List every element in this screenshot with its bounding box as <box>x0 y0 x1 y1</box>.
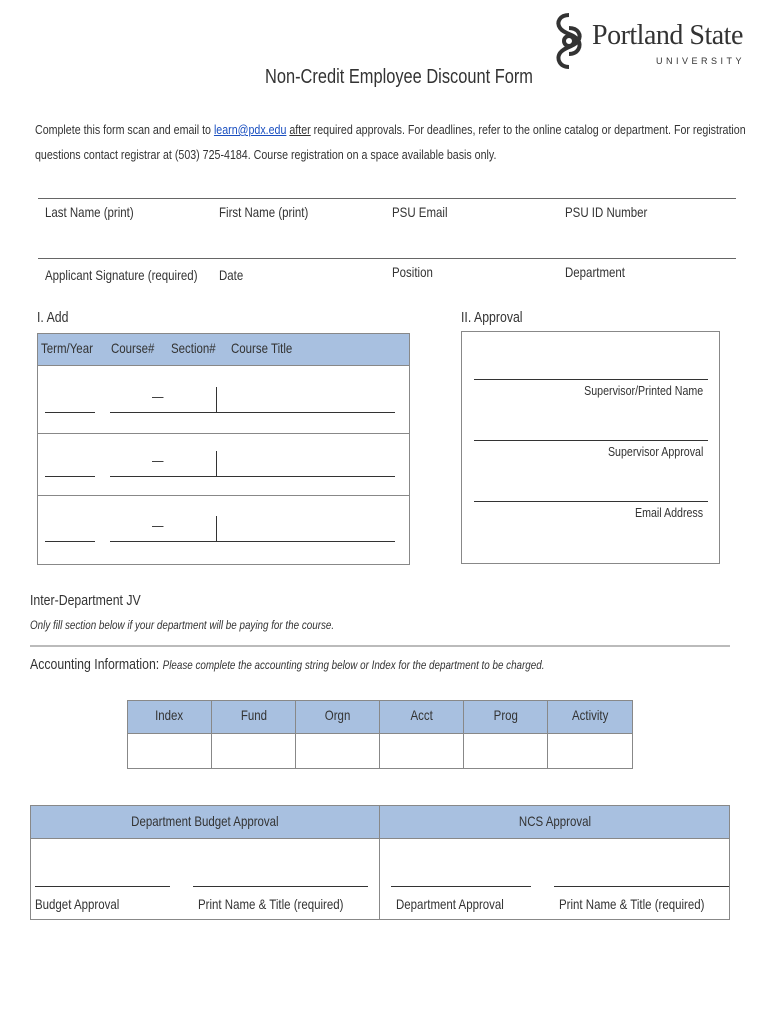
acct-col-activity: Activity <box>571 707 609 723</box>
position-label: Position <box>392 264 433 280</box>
psu-logo-icon <box>552 12 586 70</box>
budget-print-name-field[interactable] <box>193 886 368 887</box>
email-link[interactable]: learn@pdx.edu <box>213 122 287 137</box>
col-course: Course# <box>111 340 155 356</box>
acct-col-fund: Fund <box>240 707 267 723</box>
jv-rule <box>30 645 730 647</box>
intro-after: after <box>289 122 311 137</box>
add-table-header <box>38 334 409 366</box>
accounting-label-text: Accounting Information: <box>30 656 160 673</box>
acct-cell-prog[interactable] <box>464 733 547 768</box>
intro-line-1 <box>35 117 746 142</box>
intro-line-2: questions contact registrar at (503) 725-4184. Course registration on a space available basis only. <box>35 147 497 162</box>
course-dash-1: — <box>152 388 164 404</box>
email-address-label: Email Address <box>634 505 703 520</box>
col-course-title: Course Title <box>231 340 293 356</box>
acct-cell-fund[interactable] <box>212 733 295 768</box>
col-term-year: Term/Year <box>41 340 93 356</box>
applicant-top-rule <box>38 198 736 199</box>
acct-col-acct: Acct <box>410 707 433 723</box>
intro-text-b: required approvals. For deadlines, refer to the online catalog or department. For registration <box>310 122 746 137</box>
add-course-table <box>37 333 410 565</box>
title-field-3[interactable] <box>216 541 395 542</box>
acct-col-index: Index <box>155 707 184 723</box>
budget-approval-label: Budget Approval <box>35 896 120 912</box>
page-title: Non-Credit Employee Discount Form <box>265 66 533 88</box>
acct-cell-acct[interactable] <box>380 733 463 768</box>
course-field-2[interactable] <box>110 476 216 477</box>
budget-print-name-label: Print Name & Title (required) <box>198 896 344 912</box>
intro-text-a: Complete this form scan and email to <box>35 122 214 137</box>
course-dash-2: — <box>152 452 164 468</box>
section-divider-3 <box>216 516 217 541</box>
col-section: Section# <box>171 340 216 356</box>
course-field-3[interactable] <box>110 541 216 542</box>
accounting-note: Please complete the accounting string below or Index for the department to be charged. <box>162 658 545 672</box>
course-row-divider-1 <box>38 433 409 434</box>
logo-sub: UNIVERSITY <box>656 56 746 66</box>
supervisor-name-field[interactable] <box>474 379 708 380</box>
title-field-1[interactable] <box>216 412 395 413</box>
jv-note: Only fill section below if your department will be paying for the course. <box>30 618 335 632</box>
ncs-print-name-label: Print Name & Title (required) <box>559 896 705 912</box>
supervisor-approval-field[interactable] <box>474 440 708 441</box>
date-label: Date <box>219 267 244 283</box>
course-dash-3: — <box>152 517 164 533</box>
course-row-divider-2 <box>38 495 409 496</box>
acct-cell-index[interactable] <box>128 733 211 768</box>
section-divider-2 <box>216 451 217 476</box>
dept-approval-field[interactable] <box>391 886 531 887</box>
accounting-label <box>30 656 544 673</box>
dept-budget-approval-header: Department Budget Approval <box>131 813 279 829</box>
title-field-2[interactable] <box>216 476 395 477</box>
psu-logo <box>552 12 746 72</box>
acct-cell-activity[interactable] <box>548 733 632 768</box>
psu-email-label: PSU Email <box>392 204 448 220</box>
first-name-label: First Name (print) <box>219 204 309 220</box>
ncs-print-name-field[interactable] <box>554 886 729 887</box>
course-field-1[interactable] <box>110 412 216 413</box>
signature-label: Applicant Signature (required) <box>45 267 198 283</box>
add-heading: I. Add <box>37 309 69 326</box>
department-label: Department <box>565 264 625 280</box>
budget-approval-field[interactable] <box>35 886 170 887</box>
approval-heading: II. Approval <box>461 309 523 326</box>
email-address-field[interactable] <box>474 501 708 502</box>
term-field-1[interactable] <box>45 412 95 413</box>
acct-col-orgn: Orgn <box>324 707 351 723</box>
acct-cell-orgn[interactable] <box>296 733 379 768</box>
last-name-label: Last Name (print) <box>45 204 134 220</box>
supervisor-name-label: Supervisor/Printed Name <box>583 383 703 398</box>
dept-approval-label: Department Approval <box>396 896 504 912</box>
acct-col-prog: Prog <box>493 707 518 723</box>
jv-heading: Inter-Department JV <box>30 592 141 609</box>
applicant-mid-rule <box>38 258 736 259</box>
ncs-approval-header: NCS Approval <box>518 813 591 829</box>
term-field-3[interactable] <box>45 541 95 542</box>
psu-id-label: PSU ID Number <box>565 204 648 220</box>
term-field-2[interactable] <box>45 476 95 477</box>
supervisor-approval-label: Supervisor Approval <box>607 444 703 459</box>
logo-name: Portland State <box>592 20 743 51</box>
section-divider-1 <box>216 387 217 412</box>
